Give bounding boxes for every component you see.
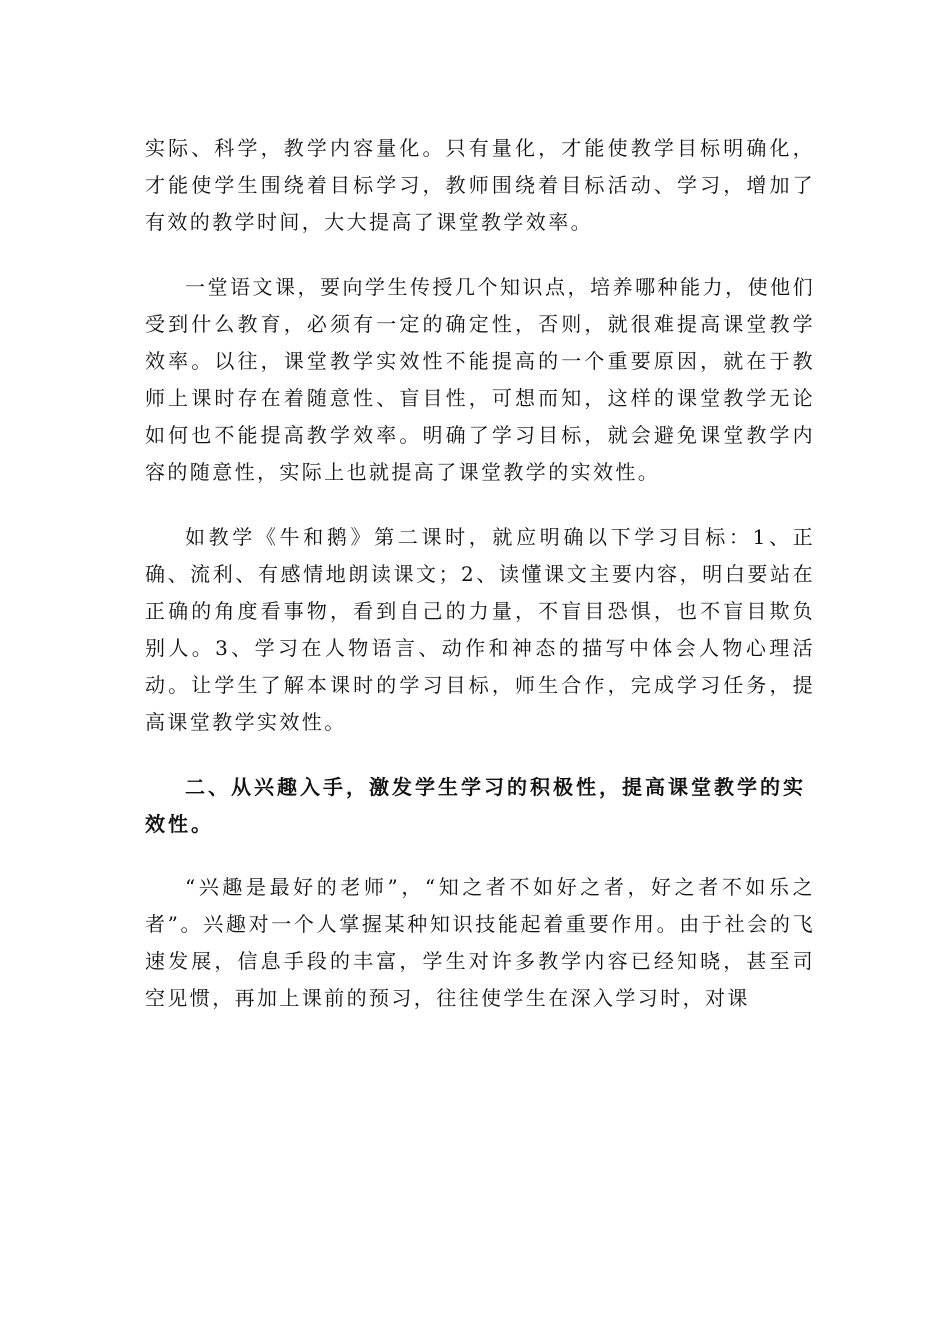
paragraph-example: 如教学《牛和鹅》第二课时，就应明确以下学习目标：1、正确、流利、有感情地朗读课文；2、读懂课文主要内容，明白要站在正确的角度看事物，看到自己的力量，不盲目恐惧，也不盲目欺负别人。3、学习在人物语言、动作和神态的描写中体会人物心理活动。让学生了解本课时的学习目标，师生合作，完成学习任务，提高课堂教学实效性。 <box>145 525 815 734</box>
paragraph-interest: “兴趣是最好的老师”，“知之者不如好之者，好之者不如乐之者”。兴趣对一个人掌握某种知识技能起着重要作用。由于社会的飞速发展，信息手段的丰富，学生对许多教学内容已经知晓，甚至司空见惯，再加上课前的预习，往往使学生在深入学习时，对课 <box>145 875 815 1010</box>
document-page <box>145 130 815 1045</box>
paragraph-continuation: 实际、科学，教学内容量化。只有量化，才能使教学目标明确化，才能使学生围绕着目标学习，教师围绕着目标活动、学习，增加了有效的教学时间，大大提高了课堂教学效率。 <box>145 136 815 234</box>
paragraph-lesson-goals: 一堂语文课，要向学生传授几个知识点，培养哪种能力，使他们受到什么教育，必须有一定的确定性，否则，就很难提高课堂教学效率。以往，课堂教学实效性不能提高的一个重要原因，就在于教师上课时存在着随意性、盲目性，可想而知，这样的课堂教学无论如何也不能提高教学效率。明确了学习目标，就会避免课堂教学内容的随意性，实际上也就提高了课堂教学的实效性。 <box>145 275 815 484</box>
section-heading: 二、从兴趣入手，激发学生学习的积极性，提高课堂教学的实效性。 <box>145 775 806 836</box>
